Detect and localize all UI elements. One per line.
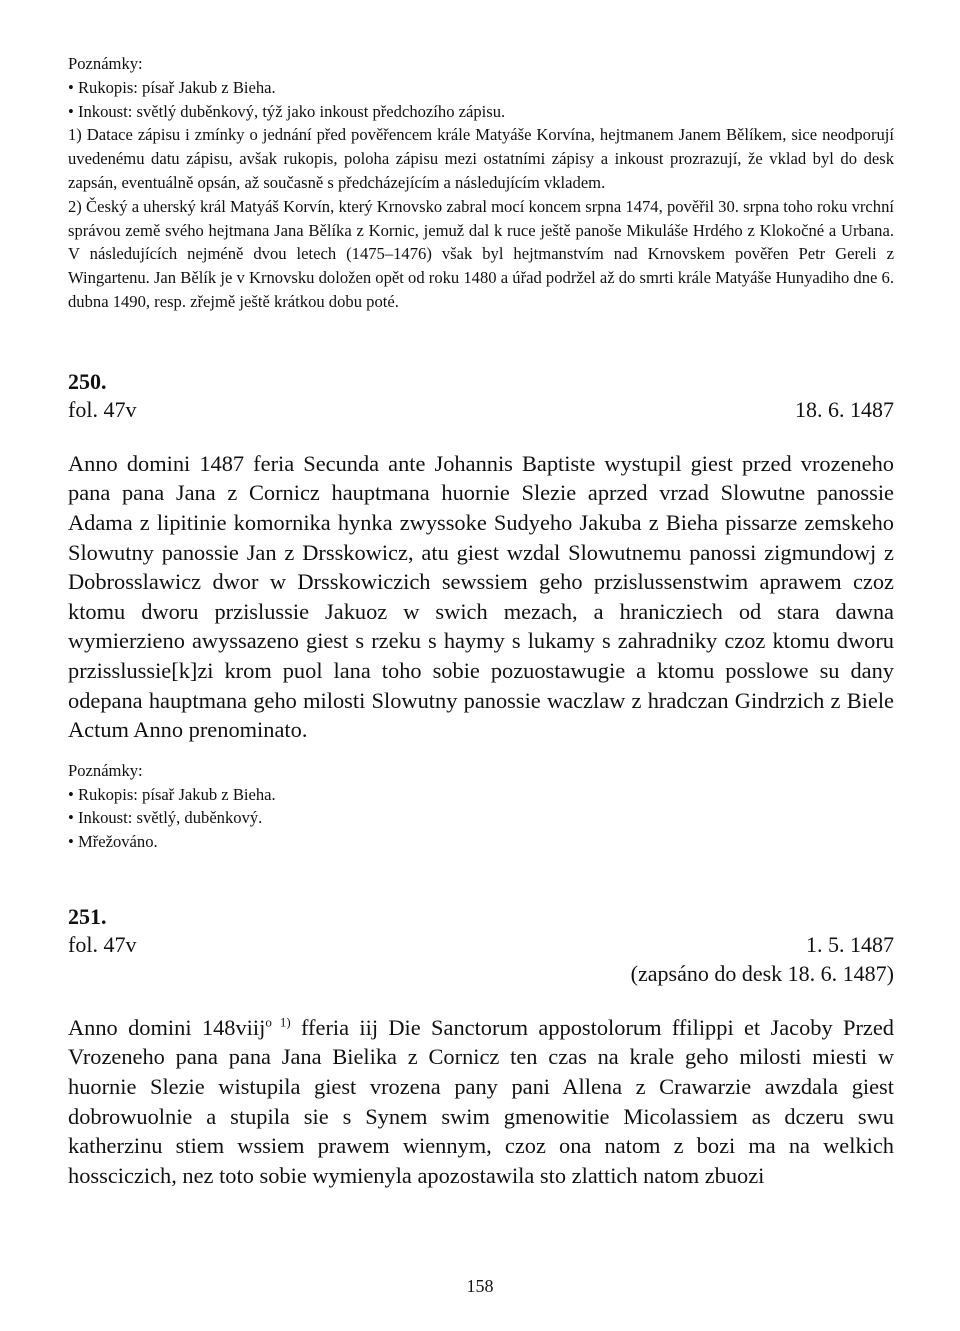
entry-251 xyxy=(68,904,894,1191)
page-number: 158 xyxy=(466,1276,494,1296)
page-content xyxy=(68,52,894,1190)
notes-heading: Poznámky: xyxy=(68,760,143,780)
note-item: • Rukopis: písař Jakub z Bieha. xyxy=(68,77,276,97)
entry-text xyxy=(68,1013,894,1191)
entry-number: 251. xyxy=(68,903,107,929)
folio-row xyxy=(68,395,894,424)
top-notes xyxy=(68,52,894,314)
date-block xyxy=(631,930,894,988)
note-item: • Rukopis: písař Jakub z Bieha. xyxy=(68,784,276,804)
folio-row xyxy=(68,930,894,988)
entry-250 xyxy=(68,369,894,854)
footnote: 2) Český a uherský král Matyáš Korvín, který Krnovsko zabral mocí koncem srpna 1474, pověřil 30. srpna toho roku vrchní správou země svého hejtmana Jana Bělíka z Kornic, jemuž dal k ruce ještě panoše Mikuláše Hrdého z Klokočné a Urbana. V následujících nejméně dvou letech (1475–1476) však byl hejtmanstvím nad Krnovskem pověřen Petr Gereli z Wingartenu. Jan Bělík je v Krnovsku doložen opět od roku 1480 a úřad podržel až do smrti krále Matyáše Hunyadiho dne 6. dubna 1490, resp. zřejmě ještě krátkou dobu poté. xyxy=(68,196,894,311)
entry-text: Anno domini 1487 feria Secunda ante Johannis Baptiste wystupil giest przed vrozeneho pana pana Jana z Cornicz hauptmana huornie Slezie aprzed vrzad Slowutne panossie Adama z lipitinie komornika hynka zwyssoke Sudyeho Jakuba z Bieha pissarze zemskeho Slowutny panossie Jan z Drsskowicz, atu giest wzdal Slowutnemu panossi zigmundowj z Dobrosslawicz dwor w Drsskowiczich sewssiem geho przislussenstwim aprawem czoz ktomu dworu przislussie Jakuoz w swich mezach, a hranicziech od stara dawna wymierzieno awyssazeno giest s rzeku s haymy s lukamy s zahradniky czoz ktomu dworu przisslussie[k]zi krom puol lana toho sobie pozuostawugie a ktomu posslowe su dany odepana hauptmana geho milosti Slowutny panossie waczlaw z hradczan Gindrzich z Biele Actum Anno prenominato. xyxy=(68,450,894,743)
footnote: 1) Datace zápisu i zmínky o jednání před pověřencem krále Matyáše Korvína, hejtmanem Janem Bělíkem, sice neodporují uvedenému datu zápisu, avšak rukopis, poloha zápisu mezi ostatními zápisy a inkoust prozrazují, že vklad byl do desk zapsán, eventuálně opsán, až současně s předcházejícím a následujícím vkladem. xyxy=(68,125,894,192)
folio-label: fol. 47v xyxy=(68,931,137,957)
entry-number: 250. xyxy=(68,368,107,394)
note-item: • Mřežováno. xyxy=(68,832,158,852)
entry-text-rest: fferia iij Die Sanctorum appostolorum ffilippi et Jacoby Przed Vrozeneho pana pana Jana Bielika z Cornicz ten czas na krale geho milosti miesti w huornie Slezie wistupila giest vrozena pany pani Allena z Crawarzie awzdala giest dobrowuolnie a stupila sie s Synem swim gmenowitie Micolassiem as dczeru swu katherzinu stiem wssiem prawem wiennym, czoz ona natom z bozi ma na welkich hossciczich, nez toto sobie wymienyla apozostawila sto zlattich natom zbuozi xyxy=(68,1014,894,1188)
entry-text-start: Anno domini 148viij xyxy=(68,1014,266,1040)
entry-notes xyxy=(68,759,894,854)
folio-label: fol. 47v xyxy=(68,396,137,422)
notes-heading: Poznámky: xyxy=(68,54,143,73)
note-item: • Inkoust: světlý duběnkový, týž jako inkoust předchozího zápisu. xyxy=(68,101,506,121)
entry-date-note: (zapsáno do desk 18. 6. 1487) xyxy=(630,960,894,986)
footnote-marker: o 1) xyxy=(265,1014,291,1030)
entry-date: 1. 5. 1487 xyxy=(806,931,894,957)
note-item: • Inkoust: světlý, duběnkový. xyxy=(68,808,263,828)
entry-date: 18. 6. 1487 xyxy=(795,396,894,422)
